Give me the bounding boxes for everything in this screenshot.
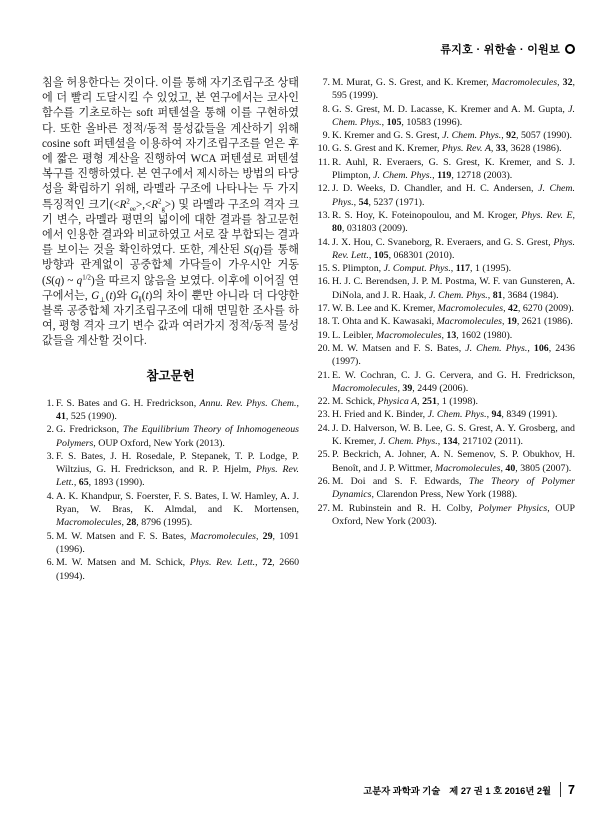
reference-number: 2. [46, 424, 54, 436]
ring-logo-icon [565, 44, 575, 54]
left-column [42, 76, 299, 583]
reference-text: M. Murat, G. S. Grest, and K. Kremer, Macromolecules, 32, 595 (1999). [332, 77, 576, 102]
reference-item [318, 369, 575, 396]
reference-number: 5. [46, 530, 54, 542]
reference-text: P. Beckrich, A. Johner, A. N. Semenov, S. P. Obukhov, H. Benoît, and J. P. Wittmer, Macromolecules, 40, 3805 (2007). [332, 449, 575, 474]
author-names: 류지호 · 위한솔 · 이원보 [440, 44, 560, 56]
reference-number: 7. [322, 77, 330, 88]
reference-text: M. W. Matsen and M. Schick, Phys. Rev. Lett., 72, 2660 (1994). [56, 557, 300, 582]
reference-number: 20. [317, 342, 330, 354]
reference-text: H. Fried and K. Binder, J. Chem. Phys., 94, 8349 (1991). [332, 409, 558, 421]
reference-list-right [318, 76, 575, 528]
reference-number: 8. [322, 103, 330, 115]
reference-number: 17. [317, 303, 330, 315]
body-paragraph: 침을 허용한다는 것이다. 이를 통해 자기조립구조 상태에 더 빨리 도달시킬 수 있었고, 본 연구에서는 코사인 함수를 기초로하는 soft 퍼텐셜을 통해 이를 구현하였다. 또한 올바른 정적/동적 물성값들을 계산하기 위해 cosine soft 퍼텐셜을 이용하여 자기조립구조를 얻은 후에 짧은 평형 계산을 진행하여 WCA 퍼텐셜로 퍼텐셜 복구를 진행하였다. 본 연구에서 제시하는 방법의 타당성을 확립하기 위해, 라멜라 구조에 나타나는 두 가지 특징적인 크기$(<R^2_{ee}>,<R^2_g>)$ 및 라멜라 구조의 격자 크기 변수, 라멜라 평면의 넓이에 대한 결과를 참고문헌에서 인용한 결과와 비교하였고 서로 잘 부합되는 결과를 보이는 것을 확인하였다. 또한, 계산된 S(q)를 통해 방향과 관계없이 공중합체 가닥들이 가우시안 거동(S(q) ~ $q^{1/2}$)을 따르지 않음을 보였다. 이후에 이어질 연구에서는, $G_\perp(t)$와 $G_\parallel(t)$의 차이 뿐만 아니라 더 다양한 블록 공중합체 자기조립구조에 대해 면밀한 조사를 하여, 평형 격자 크기 변수 값과 여러가지 정적/동적 물성 값들을 계산할 것이다. [42, 77, 300, 348]
reference-item [318, 262, 575, 275]
reference-number: 27. [317, 502, 330, 514]
reference-item [318, 408, 575, 421]
reference-number: 26. [317, 475, 330, 487]
reference-item [318, 422, 575, 449]
two-column-layout [42, 76, 575, 583]
right-column [318, 76, 575, 583]
reference-number: 15. [317, 263, 330, 275]
reference-item [42, 450, 299, 490]
reference-number: 21. [317, 369, 330, 381]
reference-item [318, 156, 575, 183]
reference-text: G. S. Grest and K. Kremer, Phys. Rev. A, 33, 3628 (1986). [332, 143, 562, 155]
reference-item [318, 502, 575, 529]
running-header [440, 41, 575, 57]
reference-text: E. W. Cochran, C. J. G. Cervera, and G. H. Fredrickson, Macromolecules, 39, 2449 (2006). [332, 369, 575, 394]
reference-item [318, 302, 575, 315]
reference-list-left [42, 397, 299, 583]
reference-number: 22. [317, 396, 330, 408]
reference-number: 11. [318, 156, 330, 168]
issue-info: 제 27 권 1 호 2016년 2월 [449, 785, 552, 796]
reference-number: 12. [317, 183, 330, 195]
reference-number: 3. [46, 450, 54, 462]
reference-item [318, 275, 575, 302]
reference-text: M. W. Matsen and F. S. Bates, Macromolecules, 29, 1091 (1996). [56, 530, 300, 555]
reference-text: J. D. Weeks, D. Chandler, and H. C. Andersen, J. Chem. Phys., 54, 5237 (1971). [332, 183, 576, 208]
reference-item [42, 423, 299, 450]
reference-number: 9. [322, 130, 330, 142]
reference-item [318, 315, 575, 328]
reference-text: F. S. Bates, J. H. Rosedale, P. Stepanek, T. P. Lodge, P. Wiltzius, G. H. Fredrickson, and R. P. Hjelm, Phys. Rev. Lett., 65, 1893 (1990). [56, 450, 300, 489]
reference-number: 1. [46, 397, 54, 409]
reference-text: H. J. C. Berendsen, J. P. M. Postma, W. F. van Gunsteren, A. DiNola, and J. R. Haak, J. Chem. Phys., 81, 3684 (1984). [332, 276, 575, 301]
reference-number: 13. [317, 209, 330, 221]
reference-text: M. W. Matsen and F. S. Bates, J. Chem. Phys., 106, 2436 (1997). [332, 342, 575, 368]
reference-item [42, 530, 299, 557]
reference-text: G. S. Grest, M. D. Lacasse, K. Kremer and A. M. Gupta, J. Chem. Phys., 105, 10583 (1996). [332, 103, 575, 128]
reference-text: L. Leibler, Macromolecules, 13, 1602 (1980). [332, 329, 513, 341]
reference-item [318, 103, 575, 130]
reference-text: A. K. Khandpur, S. Foerster, F. S. Bates, I. W. Hamley, A. J. Ryan, W. Bras, K. Almdal, and K. Mortensen, Macromolecules, 28, 8796 (1995). [56, 490, 299, 529]
reference-number: 18. [317, 316, 330, 328]
reference-text: G. Fredrickson, The Equilibrium Theory of Inhomogeneous Polymers, OUP Oxford, New York (2013). [56, 424, 299, 449]
reference-item [318, 209, 575, 236]
reference-item [42, 556, 299, 583]
reference-text: W. B. Lee and K. Kremer, Macromolecules, 42, 6270 (2009). [332, 303, 574, 315]
reference-item [318, 329, 575, 342]
reference-text: M. Doi and S. F. Edwards, The Theory of Polymer Dynamics, Clarendon Press, New York (1988). [332, 475, 575, 501]
reference-item [318, 342, 575, 369]
reference-number: 19. [317, 329, 330, 341]
reference-item [318, 142, 575, 155]
reference-text: F. S. Bates and G. H. Fredrickson, Annu. Rev. Phys. Chem., 41, 525 (1990). [56, 397, 299, 422]
reference-text: M. Schick, Physica A, 251, 1 (1998). [332, 396, 479, 408]
footer-divider [560, 782, 561, 797]
reference-item [42, 490, 299, 530]
reference-text: M. Rubinstein and R. H. Colby, Polymer Physics, OUP Oxford, New York (2003). [332, 502, 575, 527]
page-number: 7 [568, 782, 575, 797]
reference-item [318, 182, 575, 209]
reference-item [318, 475, 575, 502]
page-footer [363, 782, 575, 797]
reference-number: 24. [317, 422, 330, 434]
reference-item [42, 397, 299, 424]
reference-number: 23. [317, 409, 330, 421]
reference-text: T. Ohta and K. Kawasaki, Macromolecules, 19, 2621 (1986). [332, 316, 573, 328]
reference-text: J. X. Hou, C. Svaneborg, R. Everaers, and G. S. Grest, Phys. Rev. Lett., 105, 068301 (2010). [332, 236, 575, 261]
reference-number: 10. [317, 143, 330, 155]
reference-text: J. D. Halverson, W. B. Lee, G. S. Grest, A. Y. Grosberg, and K. Kremer, J. Chem. Phys., 134, 217102 (2011). [332, 422, 575, 448]
reference-text: R. S. Hoy, K. Foteinopoulou, and M. Kroger, Phys. Rev. E, 80, 031803 (2009). [332, 209, 575, 235]
reference-number: 6. [46, 557, 54, 569]
reference-item [318, 236, 575, 263]
references-heading: 참고문헌 [146, 368, 195, 383]
journal-name: 고분자 과학과 기술 [363, 785, 441, 796]
reference-number: 4. [46, 490, 54, 502]
reference-item [318, 448, 575, 475]
reference-item [318, 129, 575, 142]
reference-number: 25. [317, 449, 330, 461]
reference-text: R. Auhl, R. Everaers, G. S. Grest, K. Kremer, and S. J. Plimpton, J. Chem. Phys., 119, 12718 (2003). [332, 156, 575, 182]
reference-number: 14. [317, 236, 330, 248]
reference-item [318, 76, 575, 103]
reference-text: K. Kremer and G. S. Grest, J. Chem. Phys., 92, 5057 (1990). [332, 130, 572, 142]
reference-text: S. Plimpton, J. Comput. Phys., 117, 1 (1995). [332, 263, 512, 275]
reference-item [318, 395, 575, 408]
reference-number: 16. [317, 276, 330, 288]
